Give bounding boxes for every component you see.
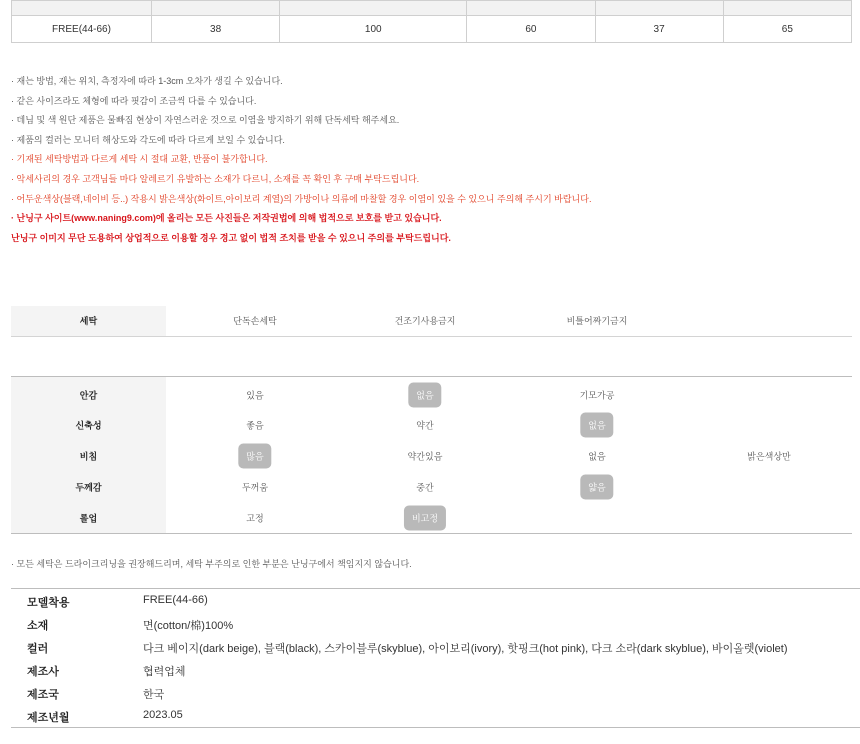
info-key-manufacturer: 제조사 (27, 666, 59, 678)
washing-row (11, 306, 852, 337)
info-key-country: 제조국 (27, 689, 59, 701)
size-header-cell (723, 1, 851, 16)
info-key-model: 모델착용 (27, 597, 70, 609)
attribute-option-selected: 얇음 (580, 475, 613, 500)
notice-item: · 악세사리의 경우 고객님들 마다 알레르기 유발하는 소재가 다르니, 소재를 꼭 확인 후 구매 부탁드립니다. (11, 173, 420, 184)
size-header-cell (152, 1, 280, 16)
info-value-color: 다크 베이지(dark beige), 블랙(black), 스카이블루(skyblue), 아이보리(ivory), 핫핑크(hot pink), 다크 소라(dark skyblue), 바이올렛(violet) (143, 643, 788, 655)
attribute-option: 기모가공 (579, 390, 615, 401)
washing-option: 비틀어짜기금지 (566, 316, 628, 326)
fabric-attributes-table (11, 376, 852, 534)
size-header-cell (280, 1, 467, 16)
info-value-country: 한국 (143, 689, 165, 701)
attribute-option: 중간 (416, 482, 434, 493)
size-cell: 60 (467, 16, 595, 43)
attribute-option: 밝은색상만 (747, 451, 791, 462)
product-info (11, 588, 860, 728)
size-table-header (12, 1, 852, 16)
attribute-option-selected: 많음 (238, 444, 271, 469)
size-cell: 37 (595, 16, 723, 43)
attribute-label: 안감 (79, 390, 98, 401)
size-table (11, 0, 852, 43)
notice-item: · 제품의 컬러는 모니터 해상도와 각도에 따라 다르게 보일 수 있습니다. (11, 134, 285, 145)
washing-footnote: · 모든 세탁은 드라이크리닝을 권장해드리며, 세탁 부주의로 인한 부분은 난닝구에서 책임지지 않습니다. (11, 559, 412, 569)
attribute-option: 고정 (246, 513, 264, 524)
info-key-date: 제조년월 (27, 712, 70, 724)
attribute-option-selected: 비고정 (404, 506, 446, 531)
size-cell: 100 (280, 16, 467, 43)
info-value-material: 면(cotton/棉)100% (143, 620, 234, 632)
notice-list (11, 72, 591, 248)
attribute-label: 두께감 (75, 482, 102, 493)
attribute-option: 좋음 (246, 420, 264, 431)
attribute-option: 약간있음 (407, 451, 443, 462)
attribute-label: 롤업 (79, 513, 98, 524)
size-cell: FREE(44-66) (12, 16, 152, 43)
attribute-option-selected: 없음 (408, 383, 441, 408)
notice-item: · 기재된 세탁방법과 다르게 세탁 시 절대 교환, 반품이 불가합니다. (11, 154, 268, 165)
notice-item: · 재는 방법, 재는 위치, 측정자에 따라 1-3cm 오차가 생길 수 있습니다. (11, 76, 283, 86)
size-cell: 65 (723, 16, 851, 43)
info-value-date: 2023.05 (143, 709, 183, 721)
attribute-option-selected: 없음 (580, 413, 613, 438)
size-table-row (12, 16, 852, 43)
attribute-option: 있음 (246, 390, 264, 401)
info-key-color: 컬러 (27, 643, 49, 655)
notice-item: · 데님 및 색 원단 제품은 물빠짐 현상이 자연스러운 것으로 이염을 방지하기 위해 단독세탁 해주세요. (11, 115, 400, 126)
size-cell: 38 (152, 16, 280, 43)
notice-item: · 같은 사이즈라도 체형에 따라 핏감이 조금씩 다를 수 있습니다. (11, 95, 257, 106)
notice-item: · 어두운색상(블랙,네이비 등..) 작용시 밝은색상(화이트,아이보리 계열)의 가방이나 의류에 마찰할 경우 이염이 있을 수 있으니 주의해 주시기 바랍니다. (11, 193, 592, 204)
info-value-manufacturer: 협력업체 (143, 666, 186, 678)
washing-label: 세탁 (11, 306, 166, 336)
attribute-option: 약간 (416, 420, 434, 431)
washing-option: 건조기사용금지 (394, 316, 456, 326)
attribute-option: 없음 (588, 451, 606, 462)
copyright-notice: · 난닝구 사이트(www.naning9.com)에 올리는 모든 사진들은 저작권법에 의해 법적으로 보호를 받고 있습니다. (11, 213, 442, 224)
copyright-notice: 난닝구 이미지 무단 도용하여 상업적으로 이용할 경우 경고 없이 법적 조치를 받을 수 있으니 주의를 부탁드립니다. (11, 232, 451, 243)
size-header-cell (12, 1, 152, 16)
attribute-label: 비침 (79, 451, 98, 462)
size-header-cell (467, 1, 595, 16)
size-header-cell (595, 1, 723, 16)
attribute-option: 두꺼움 (241, 482, 269, 493)
washing-option: 단독손세탁 (233, 316, 277, 326)
info-value-model: FREE(44-66) (143, 594, 208, 606)
info-key-material: 소재 (27, 620, 49, 632)
attribute-label: 신축성 (75, 420, 102, 431)
